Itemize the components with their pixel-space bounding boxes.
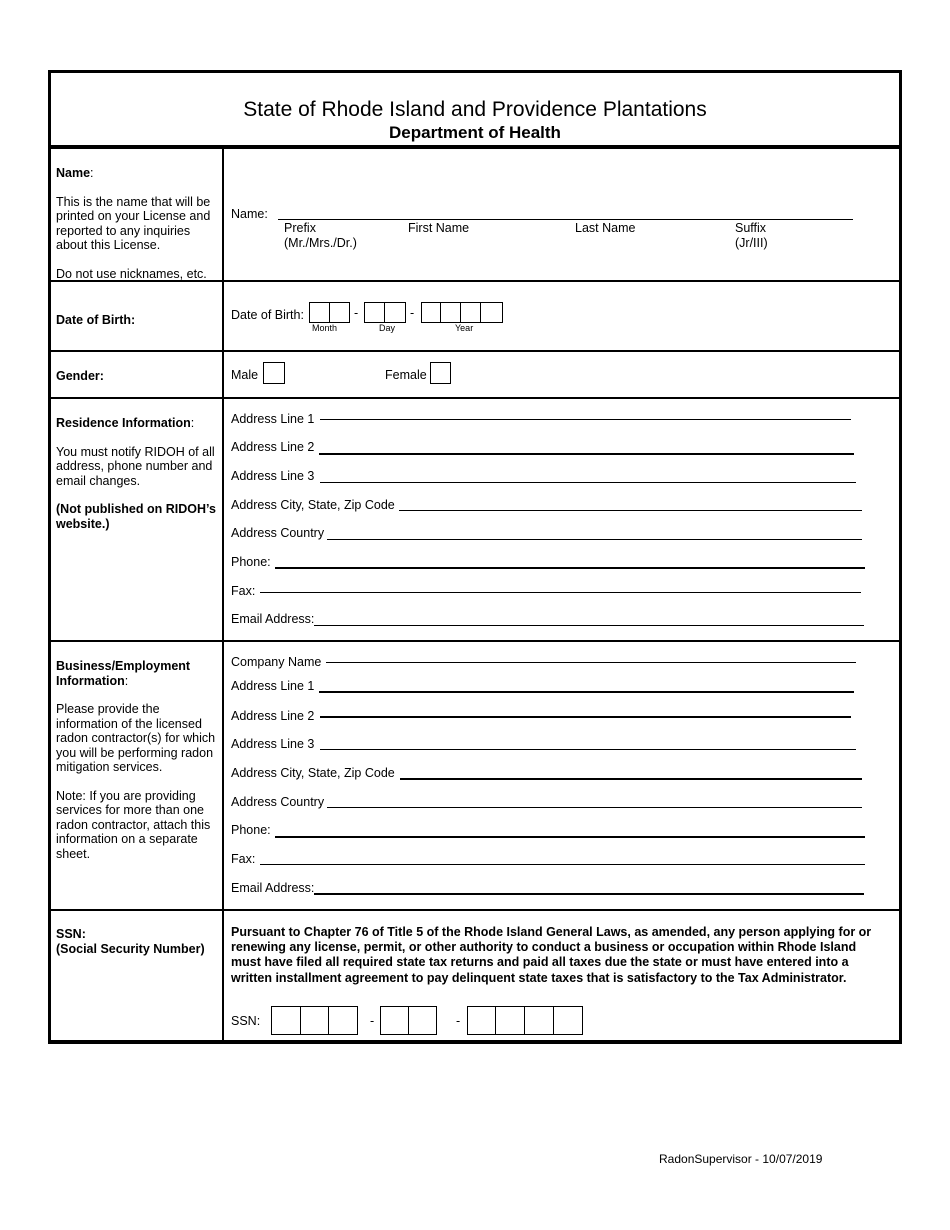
ssn-box-7[interactable] [495, 1006, 526, 1035]
dob-month-caption: Month [312, 323, 338, 333]
bus-address-line-1-input[interactable] [319, 691, 854, 693]
bus-email-input[interactable] [314, 893, 864, 895]
dob-separator: - [354, 306, 359, 320]
ssn-separator: - [456, 1014, 461, 1028]
res-email-label: Email Address: [231, 612, 315, 626]
res-address-line-2-input[interactable] [319, 453, 854, 455]
dob-year-box-2[interactable] [440, 302, 462, 323]
res-fax-input[interactable] [260, 592, 861, 593]
last-name-label: Last Name [575, 221, 636, 235]
bus-address-line-2-input[interactable] [320, 716, 851, 718]
res-city-state-zip-label: Address City, State, Zip Code [231, 498, 395, 512]
form-footer-id: RadonSupervisor - 10/07/2019 [659, 1152, 823, 1166]
male-checkbox[interactable] [263, 362, 285, 384]
ssn-field-label: SSN: [231, 1014, 261, 1028]
bus-country-label: Address Country [231, 795, 325, 809]
row-divider [48, 350, 902, 352]
ssn-separator: - [370, 1014, 375, 1028]
res-fax-label: Fax: [231, 584, 256, 598]
dob-year-caption: Year [455, 323, 474, 333]
res-country-label: Address Country [231, 526, 325, 540]
ssn-section-info [56, 927, 216, 956]
bottom-border [48, 1040, 902, 1044]
name-section-info: Name: This is the name that will be printed on your License and reported to any inquiries about this License. Do not use nicknames, etc. [56, 166, 216, 281]
form-title: State of Rhode Island and Providence Plantations [243, 98, 707, 121]
bus-email-label: Email Address: [231, 881, 315, 895]
gender-heading: Gender: [56, 369, 104, 383]
bus-phone-label: Phone: [231, 823, 271, 837]
bus-fax-label: Fax: [231, 852, 256, 866]
female-label: Female [385, 368, 427, 382]
dob-year-box-3[interactable] [460, 302, 482, 323]
res-address-line-3-label: Address Line 3 [231, 469, 315, 483]
bus-address-line-3-input[interactable] [320, 749, 856, 750]
ssn-box-6[interactable] [467, 1006, 497, 1035]
res-phone-label: Phone: [231, 555, 271, 569]
ssn-heading: SSN: [56, 927, 86, 941]
row-divider [48, 397, 902, 399]
bus-country-input[interactable] [327, 807, 862, 808]
residence-description: You must notify RIDOH of all address, phone number and email changes. [56, 444, 215, 488]
header-divider [48, 145, 902, 149]
first-name-label: First Name [408, 221, 470, 235]
dob-year-box-1[interactable] [421, 302, 442, 323]
dob-heading: Date of Birth: [56, 313, 136, 327]
suffix-hint: (Jr/III) [735, 236, 768, 250]
form-subtitle: Department of Health [389, 123, 561, 142]
bus-address-line-1-label: Address Line 1 [231, 679, 315, 693]
suffix-label: Suffix [735, 221, 767, 235]
ssn-legal-notice: Pursuant to Chapter 76 of Title 5 of the Rhode Island General Laws, as amended, any person applying for or renewing any license, permit, or other authority to conduct a business or occupation within Rhode Island must have filed all required state tax returns and paid all taxes due the state or must have entered into a written installment agreement to pay delinquent state taxes that is satisfactory to the Tax Administrator. [231, 925, 872, 985]
male-label: Male [231, 368, 259, 382]
dob-separator: - [410, 306, 415, 320]
business-description: Please provide the information of the licensed radon contractor(s) for which you will be performing radon mitigation services. [56, 702, 216, 774]
business-heading: Business/Employment Information [56, 659, 191, 688]
column-divider [222, 147, 224, 1042]
res-address-line-3-input[interactable] [320, 482, 856, 483]
ssn-box-1[interactable] [271, 1006, 302, 1035]
res-address-line-1-input[interactable] [320, 419, 851, 420]
bus-address-line-3-label: Address Line 3 [231, 737, 315, 751]
residence-heading: Residence Information [56, 416, 191, 430]
bus-phone-input[interactable] [275, 836, 865, 838]
name-note: Do not use nicknames, etc. [56, 266, 207, 281]
ssn-box-4[interactable] [380, 1006, 410, 1035]
ssn-box-3[interactable] [328, 1006, 358, 1035]
dob-field-label: Date of Birth: [231, 308, 304, 322]
bus-address-line-2-label: Address Line 2 [231, 709, 315, 723]
res-address-line-2-label: Address Line 2 [231, 440, 315, 454]
ssn-subheading: (Social Security Number) [56, 941, 205, 956]
name-description: This is the name that will be printed on your License and reported to any inquiries about this License. [56, 194, 211, 252]
company-name-input[interactable] [326, 662, 856, 663]
ssn-box-9[interactable] [553, 1006, 583, 1035]
res-phone-input[interactable] [275, 567, 865, 569]
bus-city-state-zip-input[interactable] [400, 778, 862, 780]
female-checkbox[interactable] [430, 362, 451, 384]
row-divider [48, 640, 902, 642]
ssn-box-2[interactable] [300, 1006, 330, 1035]
dob-year-box-4[interactable] [480, 302, 503, 323]
residence-section-info: Residence Information: You must notify RIDOH of all address, phone number and email changes. (Not published on RIDOH’s website.) [56, 416, 216, 531]
bus-city-state-zip-label: Address City, State, Zip Code [231, 766, 395, 780]
business-note: Note: If you are providing services for more than one radon contractor, attach this information on a separate sheet. [56, 788, 211, 861]
prefix-label: Prefix [284, 221, 316, 235]
res-address-line-1-label: Address Line 1 [231, 412, 315, 426]
dob-day-box-1[interactable] [364, 302, 386, 323]
ssn-box-8[interactable] [524, 1006, 555, 1035]
dob-month-box-2[interactable] [329, 302, 350, 323]
res-city-state-zip-input[interactable] [399, 510, 862, 511]
business-section-info: Business/Employment Information: Please provide the information of the licensed radon contractor(s) for which you will be performing radon mitigation services. Note: If you are providing services for more than one radon contractor, attach this information on a separate sheet. [56, 659, 216, 861]
res-country-input[interactable] [327, 539, 862, 540]
name-field-label: Name: [231, 207, 268, 221]
bus-fax-input[interactable] [260, 864, 865, 865]
dob-month-box-1[interactable] [309, 302, 331, 323]
name-heading: Name [56, 166, 91, 180]
name-input-line[interactable] [278, 219, 853, 220]
dob-day-box-2[interactable] [384, 302, 406, 323]
prefix-hint: (Mr./Mrs./Dr.) [284, 236, 357, 250]
ssn-box-5[interactable] [408, 1006, 437, 1035]
res-email-input[interactable] [314, 625, 864, 626]
dob-day-caption: Day [379, 323, 396, 333]
residence-note: (Not published on RIDOH’s website.) [56, 502, 216, 531]
row-divider [48, 909, 902, 911]
company-name-label: Company Name [231, 655, 322, 669]
